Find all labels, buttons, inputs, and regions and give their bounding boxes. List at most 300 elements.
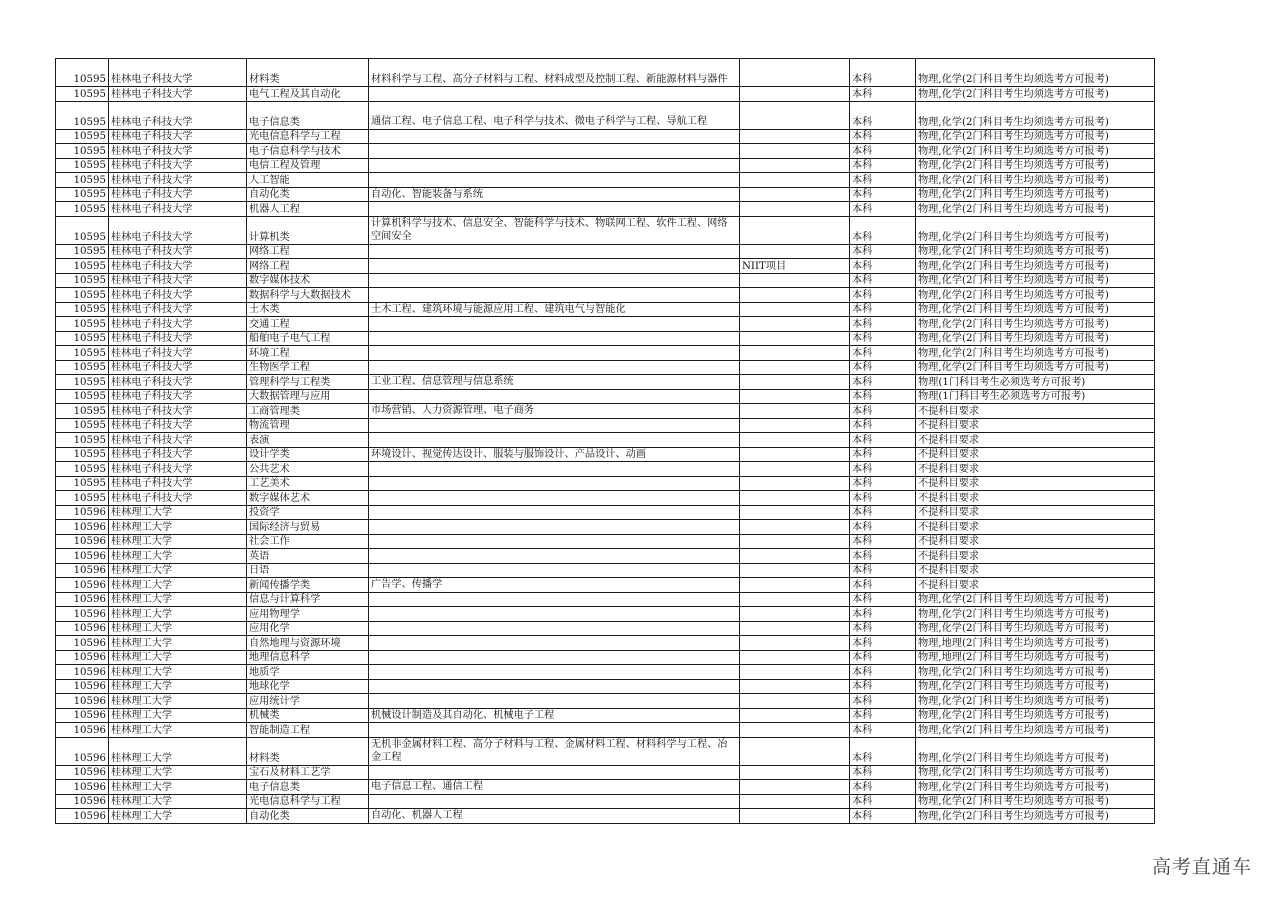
school-name-cell: 桂林电子科技大学 [109,259,247,274]
note-cell [740,578,850,593]
included-majors-cell [369,505,740,520]
level-cell: 本科 [850,708,916,723]
level-cell: 本科 [850,694,916,709]
school-name-cell: 桂林理工大学 [109,592,247,607]
major-name-cell: 社会工作 [247,534,369,549]
included-majors-cell [369,534,740,549]
school-code-cell: 10595 [56,346,109,361]
level-cell: 本科 [850,244,916,259]
subject-requirement-cell: 物理,化学(2门科目考生均须选考方可报考) [916,187,1155,202]
school-name-cell: 桂林电子科技大学 [109,202,247,217]
included-majors-cell [369,491,740,506]
major-name-cell: 电子信息类 [247,780,369,795]
school-name-cell: 桂林电子科技大学 [109,389,247,404]
table-row [56,244,1155,259]
major-name-cell: 材料类 [247,59,369,87]
table-row [56,187,1155,202]
level-cell: 本科 [850,288,916,303]
watermark-text: 高考直通车 [1151,856,1252,878]
school-name-cell: 桂林电子科技大学 [109,101,247,129]
school-name-cell: 桂林电子科技大学 [109,462,247,477]
level-cell: 本科 [850,650,916,665]
major-name-cell: 国际经济与贸易 [247,520,369,535]
level-cell: 本科 [850,144,916,159]
note-cell [740,491,850,506]
major-name-cell: 机器人工程 [247,202,369,217]
level-cell: 本科 [850,636,916,651]
school-code-cell: 10595 [56,360,109,375]
school-code-cell: 10596 [56,708,109,723]
school-code-cell: 10595 [56,273,109,288]
major-name-cell: 应用物理学 [247,607,369,622]
table-row [56,592,1155,607]
major-name-cell: 信息与计算科学 [247,592,369,607]
subject-requirement-cell: 不提科目要求 [916,433,1155,448]
major-name-cell: 智能制造工程 [247,723,369,738]
subject-requirement-cell: 物理,化学(2门科目考生均须选考方可报考) [916,288,1155,303]
school-code-cell: 10595 [56,433,109,448]
table-row [56,259,1155,274]
major-name-cell: 电子信息类 [247,101,369,129]
major-name-cell: 土木类 [247,302,369,317]
school-name-cell: 桂林理工大学 [109,505,247,520]
major-name-cell: 自然地理与资源环境 [247,636,369,651]
note-cell [740,592,850,607]
subject-requirement-cell: 物理,化学(2门科目考生均须选考方可报考) [916,101,1155,129]
major-name-cell: 计算机类 [247,216,369,244]
subject-requirement-cell: 物理,化学(2门科目考生均须选考方可报考) [916,592,1155,607]
subject-requirement-cell: 不提科目要求 [916,563,1155,578]
note-cell [740,794,850,809]
subject-requirement-cell: 物理,化学(2门科目考生均须选考方可报考) [916,780,1155,795]
school-code-cell: 10595 [56,129,109,144]
school-name-cell: 桂林理工大学 [109,665,247,680]
major-name-cell: 环境工程 [247,346,369,361]
included-majors-cell [369,621,740,636]
school-code-cell: 10596 [56,636,109,651]
table-row [56,173,1155,188]
note-cell [740,679,850,694]
level-cell: 本科 [850,273,916,288]
note-cell [740,780,850,795]
table-row [56,433,1155,448]
school-name-cell: 桂林电子科技大学 [109,244,247,259]
major-name-cell: 英语 [247,549,369,564]
table-row [56,375,1155,390]
included-majors-cell [369,173,740,188]
note-cell [740,173,850,188]
subject-requirement-cell: 物理,化学(2门科目考生均须选考方可报考) [916,129,1155,144]
level-cell: 本科 [850,158,916,173]
school-code-cell: 10596 [56,809,109,824]
subject-requirement-cell: 物理,化学(2门科目考生均须选考方可报考) [916,244,1155,259]
school-name-cell: 桂林理工大学 [109,809,247,824]
school-name-cell: 桂林电子科技大学 [109,187,247,202]
table-row [56,505,1155,520]
subject-requirement-cell: 不提科目要求 [916,534,1155,549]
included-majors-cell [369,665,740,680]
level-cell: 本科 [850,87,916,102]
major-name-cell: 工商管理类 [247,404,369,419]
note-cell [740,737,850,765]
major-name-cell: 数据科学与大数据技术 [247,288,369,303]
school-name-cell: 桂林理工大学 [109,520,247,535]
level-cell: 本科 [850,59,916,87]
note-cell [740,144,850,159]
included-majors-cell [369,87,740,102]
major-name-cell: 电子信息科学与技术 [247,144,369,159]
level-cell: 本科 [850,476,916,491]
table-row [56,101,1155,129]
table-row [56,780,1155,795]
table-row [56,216,1155,244]
major-name-cell: 网络工程 [247,259,369,274]
major-name-cell: 工艺美术 [247,476,369,491]
subject-requirement-cell: 不提科目要求 [916,505,1155,520]
subject-requirement-cell: 物理,化学(2门科目考生均须选考方可报考) [916,331,1155,346]
subject-requirement-cell: 不提科目要求 [916,578,1155,593]
level-cell: 本科 [850,578,916,593]
level-cell: 本科 [850,737,916,765]
subject-requirement-cell: 物理,化学(2门科目考生均须选考方可报考) [916,317,1155,332]
included-majors-cell [369,418,740,433]
school-name-cell: 桂林理工大学 [109,534,247,549]
level-cell: 本科 [850,679,916,694]
school-code-cell: 10596 [56,737,109,765]
included-majors-cell [369,694,740,709]
school-code-cell: 10595 [56,476,109,491]
level-cell: 本科 [850,765,916,780]
included-majors-cell [369,433,740,448]
included-majors-cell: 市场营销、人力资源管理、电子商务 [369,404,740,419]
major-name-cell: 公共艺术 [247,462,369,477]
school-code-cell: 10596 [56,650,109,665]
note-cell [740,216,850,244]
included-majors-cell [369,288,740,303]
table-row [56,288,1155,303]
school-code-cell: 10595 [56,158,109,173]
table-row [56,302,1155,317]
major-name-cell: 管理科学与工程类 [247,375,369,390]
note-cell [740,447,850,462]
major-name-cell: 船舶电子电气工程 [247,331,369,346]
subject-requirement-cell: 物理,化学(2门科目考生均须选考方可报考) [916,737,1155,765]
major-name-cell: 网络工程 [247,244,369,259]
subject-requirement-cell: 物理,化学(2门科目考生均须选考方可报考) [916,273,1155,288]
included-majors-cell [369,476,740,491]
subject-requirement-cell: 物理,化学(2门科目考生均须选考方可报考) [916,694,1155,709]
included-majors-cell [369,765,740,780]
school-code-cell: 10595 [56,317,109,332]
major-name-cell: 交通工程 [247,317,369,332]
subject-requirement-cell: 不提科目要求 [916,520,1155,535]
table-row [56,694,1155,709]
table-row [56,476,1155,491]
table-body [56,59,1155,824]
note-cell [740,101,850,129]
table-row [56,534,1155,549]
school-code-cell: 10595 [56,101,109,129]
note-cell [740,549,850,564]
note-cell [740,462,850,477]
school-code-cell: 10595 [56,447,109,462]
table-row [56,520,1155,535]
note-cell [740,87,850,102]
note-cell [740,765,850,780]
subject-requirement-cell: 物理,化学(2门科目考生均须选考方可报考) [916,144,1155,159]
note-cell [740,389,850,404]
included-majors-cell [369,679,740,694]
table-row [56,737,1155,765]
school-code-cell: 10595 [56,173,109,188]
table-row [56,87,1155,102]
table-row [56,491,1155,506]
school-name-cell: 桂林电子科技大学 [109,447,247,462]
major-name-cell: 设计学类 [247,447,369,462]
major-name-cell: 新闻传播学类 [247,578,369,593]
school-code-cell: 10595 [56,331,109,346]
school-code-cell: 10596 [56,520,109,535]
table-row [56,636,1155,651]
subject-requirement-cell: 物理,化学(2门科目考生均须选考方可报考) [916,259,1155,274]
major-name-cell: 数字媒体艺术 [247,491,369,506]
included-majors-cell [369,144,740,159]
note-cell [740,433,850,448]
school-code-cell: 10595 [56,462,109,477]
major-name-cell: 地球化学 [247,679,369,694]
school-name-cell: 桂林理工大学 [109,780,247,795]
note-cell [740,273,850,288]
school-name-cell: 桂林电子科技大学 [109,476,247,491]
school-name-cell: 桂林电子科技大学 [109,491,247,506]
table-row [56,650,1155,665]
included-majors-cell [369,520,740,535]
included-majors-cell [369,360,740,375]
school-name-cell: 桂林电子科技大学 [109,404,247,419]
school-code-cell: 10596 [56,505,109,520]
school-code-cell: 10596 [56,592,109,607]
school-name-cell: 桂林电子科技大学 [109,59,247,87]
table-row [56,360,1155,375]
included-majors-cell [369,636,740,651]
major-name-cell: 地理信息科学 [247,650,369,665]
school-name-cell: 桂林电子科技大学 [109,144,247,159]
school-code-cell: 10595 [56,59,109,87]
included-majors-cell [369,549,740,564]
included-majors-cell [369,462,740,477]
subject-requirement-cell: 不提科目要求 [916,404,1155,419]
school-name-cell: 桂林理工大学 [109,723,247,738]
school-name-cell: 桂林电子科技大学 [109,375,247,390]
school-name-cell: 桂林理工大学 [109,549,247,564]
level-cell: 本科 [850,780,916,795]
major-name-cell: 物流管理 [247,418,369,433]
school-name-cell: 桂林电子科技大学 [109,418,247,433]
subject-requirement-cell: 物理,地理(2门科目考生均须选考方可报考) [916,636,1155,651]
level-cell: 本科 [850,665,916,680]
note-cell [740,187,850,202]
note-cell [740,650,850,665]
school-name-cell: 桂林理工大学 [109,794,247,809]
subject-requirement-cell: 物理,化学(2门科目考生均须选考方可报考) [916,679,1155,694]
table-row [56,723,1155,738]
subject-requirement-cell: 物理,化学(2门科目考生均须选考方可报考) [916,346,1155,361]
included-majors-cell: 自动化、智能装备与系统 [369,187,740,202]
level-cell: 本科 [850,723,916,738]
level-cell: 本科 [850,534,916,549]
school-name-cell: 桂林理工大学 [109,636,247,651]
school-name-cell: 桂林理工大学 [109,563,247,578]
subject-requirement-cell: 物理,化学(2门科目考生均须选考方可报考) [916,173,1155,188]
school-code-cell: 10595 [56,244,109,259]
school-name-cell: 桂林理工大学 [109,607,247,622]
table-row [56,765,1155,780]
school-name-cell: 桂林理工大学 [109,578,247,593]
school-name-cell: 桂林电子科技大学 [109,317,247,332]
table-row [56,389,1155,404]
level-cell: 本科 [850,447,916,462]
table-row [56,418,1155,433]
level-cell: 本科 [850,491,916,506]
included-majors-cell: 环境设计、视觉传达设计、服装与服饰设计、产品设计、动画 [369,447,740,462]
note-cell [740,520,850,535]
level-cell: 本科 [850,331,916,346]
note-cell [740,158,850,173]
school-name-cell: 桂林电子科技大学 [109,129,247,144]
school-code-cell: 10595 [56,288,109,303]
subject-requirement-cell: 物理,化学(2门科目考生均须选考方可报考) [916,302,1155,317]
major-name-cell: 光电信息科学与工程 [247,794,369,809]
subject-requirement-cell: 物理,化学(2门科目考生均须选考方可报考) [916,809,1155,824]
subject-requirement-cell: 物理,化学(2门科目考生均须选考方可报考) [916,216,1155,244]
school-code-cell: 10595 [56,302,109,317]
included-majors-cell [369,723,740,738]
table-row [56,59,1155,87]
school-name-cell: 桂林理工大学 [109,679,247,694]
level-cell: 本科 [850,187,916,202]
school-name-cell: 桂林理工大学 [109,708,247,723]
included-majors-cell [369,129,740,144]
subject-requirement-cell: 物理,化学(2门科目考生均须选考方可报考) [916,158,1155,173]
school-name-cell: 桂林理工大学 [109,694,247,709]
table-row [56,563,1155,578]
note-cell [740,505,850,520]
note-cell [740,288,850,303]
note-cell [740,59,850,87]
included-majors-cell [369,389,740,404]
school-code-cell: 10596 [56,780,109,795]
note-cell [740,244,850,259]
table-row [56,809,1155,824]
included-majors-cell [369,259,740,274]
major-name-cell: 数字媒体技术 [247,273,369,288]
school-name-cell: 桂林电子科技大学 [109,87,247,102]
level-cell: 本科 [850,520,916,535]
subject-requirement-cell: 物理,化学(2门科目考生均须选考方可报考) [916,665,1155,680]
table-row [56,144,1155,159]
note-cell [740,360,850,375]
school-code-cell: 10595 [56,375,109,390]
school-name-cell: 桂林电子科技大学 [109,173,247,188]
level-cell: 本科 [850,346,916,361]
table-row [56,621,1155,636]
level-cell: 本科 [850,173,916,188]
note-cell [740,636,850,651]
level-cell: 本科 [850,360,916,375]
included-majors-cell: 工业工程、信息管理与信息系统 [369,375,740,390]
school-code-cell: 10596 [56,723,109,738]
school-code-cell: 10595 [56,389,109,404]
level-cell: 本科 [850,505,916,520]
note-cell [740,346,850,361]
subject-requirement-cell: 物理,化学(2门科目考生均须选考方可报考) [916,202,1155,217]
major-name-cell: 电气工程及其自动化 [247,87,369,102]
school-name-cell: 桂林电子科技大学 [109,158,247,173]
level-cell: 本科 [850,549,916,564]
school-code-cell: 10596 [56,794,109,809]
school-name-cell: 桂林电子科技大学 [109,216,247,244]
school-code-cell: 10595 [56,404,109,419]
table-row [56,273,1155,288]
table-row [56,404,1155,419]
school-code-cell: 10595 [56,187,109,202]
level-cell: 本科 [850,462,916,477]
school-name-cell: 桂林理工大学 [109,621,247,636]
level-cell: 本科 [850,389,916,404]
included-majors-cell: 通信工程、电子信息工程、电子科学与技术、微电子科学与工程、导航工程 [369,101,740,129]
table-row [56,331,1155,346]
major-name-cell: 宝石及材料工艺学 [247,765,369,780]
major-name-cell: 自动化类 [247,809,369,824]
included-majors-cell [369,244,740,259]
school-name-cell: 桂林理工大学 [109,737,247,765]
major-name-cell: 材料类 [247,737,369,765]
table-row [56,447,1155,462]
school-code-cell: 10595 [56,216,109,244]
table-row [56,158,1155,173]
included-majors-cell [369,317,740,332]
note-cell [740,404,850,419]
note-cell [740,621,850,636]
school-code-cell: 10596 [56,578,109,593]
major-name-cell: 应用统计学 [247,694,369,709]
level-cell: 本科 [850,607,916,622]
level-cell: 本科 [850,202,916,217]
level-cell: 本科 [850,259,916,274]
level-cell: 本科 [850,302,916,317]
subject-requirement-cell: 物理,化学(2门科目考生均须选考方可报考) [916,794,1155,809]
major-name-cell: 人工智能 [247,173,369,188]
school-name-cell: 桂林电子科技大学 [109,433,247,448]
subject-requirement-cell: 物理,化学(2门科目考生均须选考方可报考) [916,87,1155,102]
school-name-cell: 桂林电子科技大学 [109,302,247,317]
note-cell [740,694,850,709]
included-majors-cell [369,346,740,361]
included-majors-cell [369,650,740,665]
subject-requirement-cell: 物理,化学(2门科目考生均须选考方可报考) [916,607,1155,622]
note-cell [740,129,850,144]
subject-requirement-cell: 物理,化学(2门科目考生均须选考方可报考) [916,723,1155,738]
subject-requirement-cell: 物理(1门科目考生必须选考方可报考) [916,389,1155,404]
table-row [56,665,1155,680]
table-row [56,607,1155,622]
table-row [56,346,1155,361]
included-majors-cell: 电子信息工程、通信工程 [369,780,740,795]
level-cell: 本科 [850,101,916,129]
table-row [56,202,1155,217]
school-code-cell: 10596 [56,607,109,622]
major-name-cell: 光电信息科学与工程 [247,129,369,144]
